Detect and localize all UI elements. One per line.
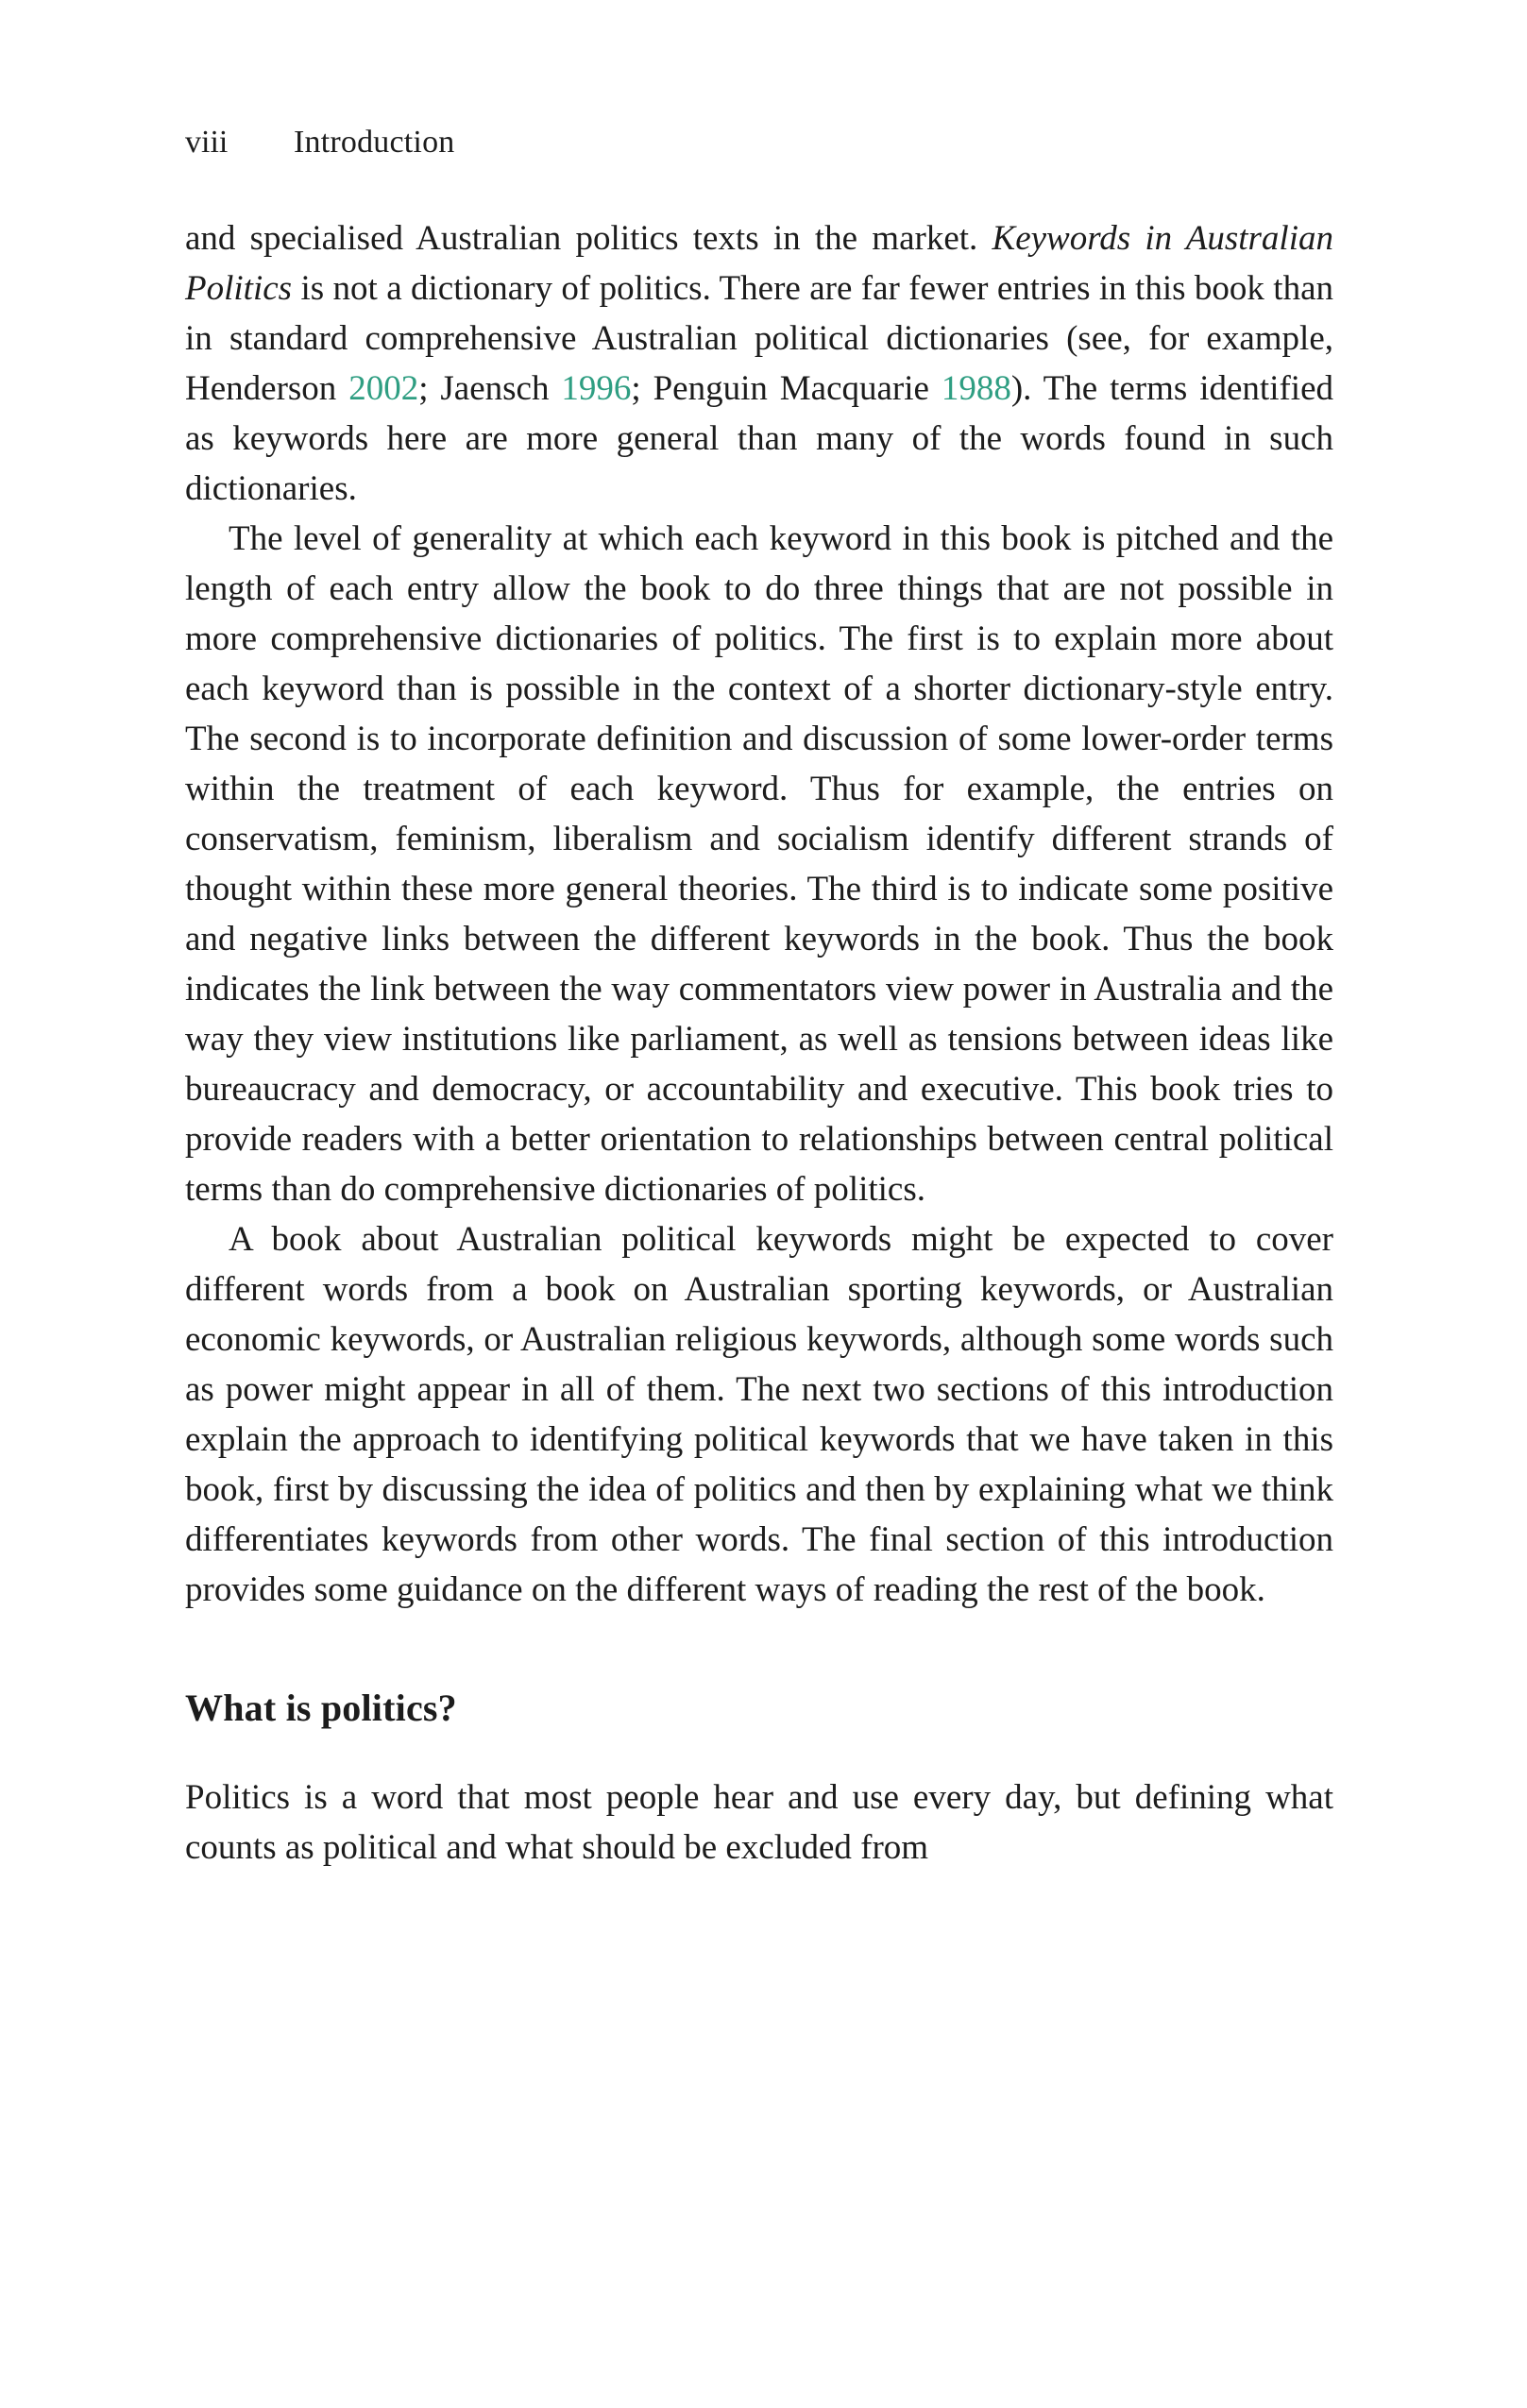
paragraph	[185, 1214, 1333, 1615]
citation-year: 1996	[561, 369, 632, 408]
text-run: is not a dictionary of politics. There are far fewer entries in this book than in standard comprehensive Australian political dictionaries (see, for example, Henderson	[185, 269, 1333, 408]
page-header	[185, 125, 1333, 161]
text-run: Politics is a word that most people hear and use every day, but defining what counts as political and what should be excluded from	[185, 1778, 1333, 1867]
text-run: ; Penguin Macquarie	[631, 369, 942, 408]
section-heading: What is politics?	[185, 1687, 457, 1729]
body-text	[185, 213, 1333, 1873]
text-run: ; Jaensch	[418, 369, 562, 408]
citation-year: 2002	[348, 369, 419, 408]
text-run: and specialised Australian politics texts in the market.	[185, 219, 993, 258]
book-title-italic: Keywords in Australian Politics	[185, 219, 1333, 308]
page-number: viii	[185, 125, 229, 160]
paragraph	[185, 1772, 1333, 1873]
paragraph-continuation	[185, 213, 1333, 514]
citation-year: 1988	[941, 369, 1011, 408]
text-run: ). The terms identified as keywords here are more general than many of the words found in such dictionaries.	[185, 369, 1333, 508]
text-run: A book about Australian political keywords might be expected to cover different words from a book on Australian sporting keywords, or Australian economic keywords, or Australian religious keywords, although some words such as power might appear in all of them. The next two sections of this introduction explain the approach to identifying political keywords that we have taken in this book, first by discussing the idea of politics and then by explaining what we think differentiates keywords from other words. The final section of this introduction provides some guidance on the different ways of reading the rest of the book.	[185, 1220, 1333, 1609]
paragraph	[185, 514, 1333, 1214]
running-head: Introduction	[294, 125, 455, 160]
text-run: The level of generality at which each keyword in this book is pitched and the length of each entry allow the book to do three things that are not possible in more comprehensive dictionaries of politics. The first is to explain more about each keyword than is possible in the context of a shorter dictionary-style entry. The second is to incorporate definition and discussion of some lower-order terms within the treatment of each keyword. Thus for example, the entries on conservatism, feminism, liberalism and socialism identify different strands of thought within these more general theories. The third is to indicate some positive and negative links between the different keywords in the book. Thus the book indicates the link between the way commentators view power in Australia and the way they view institutions like parliament, as well as tensions between ideas like bureaucracy and democracy, or accountability and executive. This book tries to provide readers with a better orientation to relationships between central political terms than do comprehensive dictionaries of politics.	[185, 519, 1333, 1209]
